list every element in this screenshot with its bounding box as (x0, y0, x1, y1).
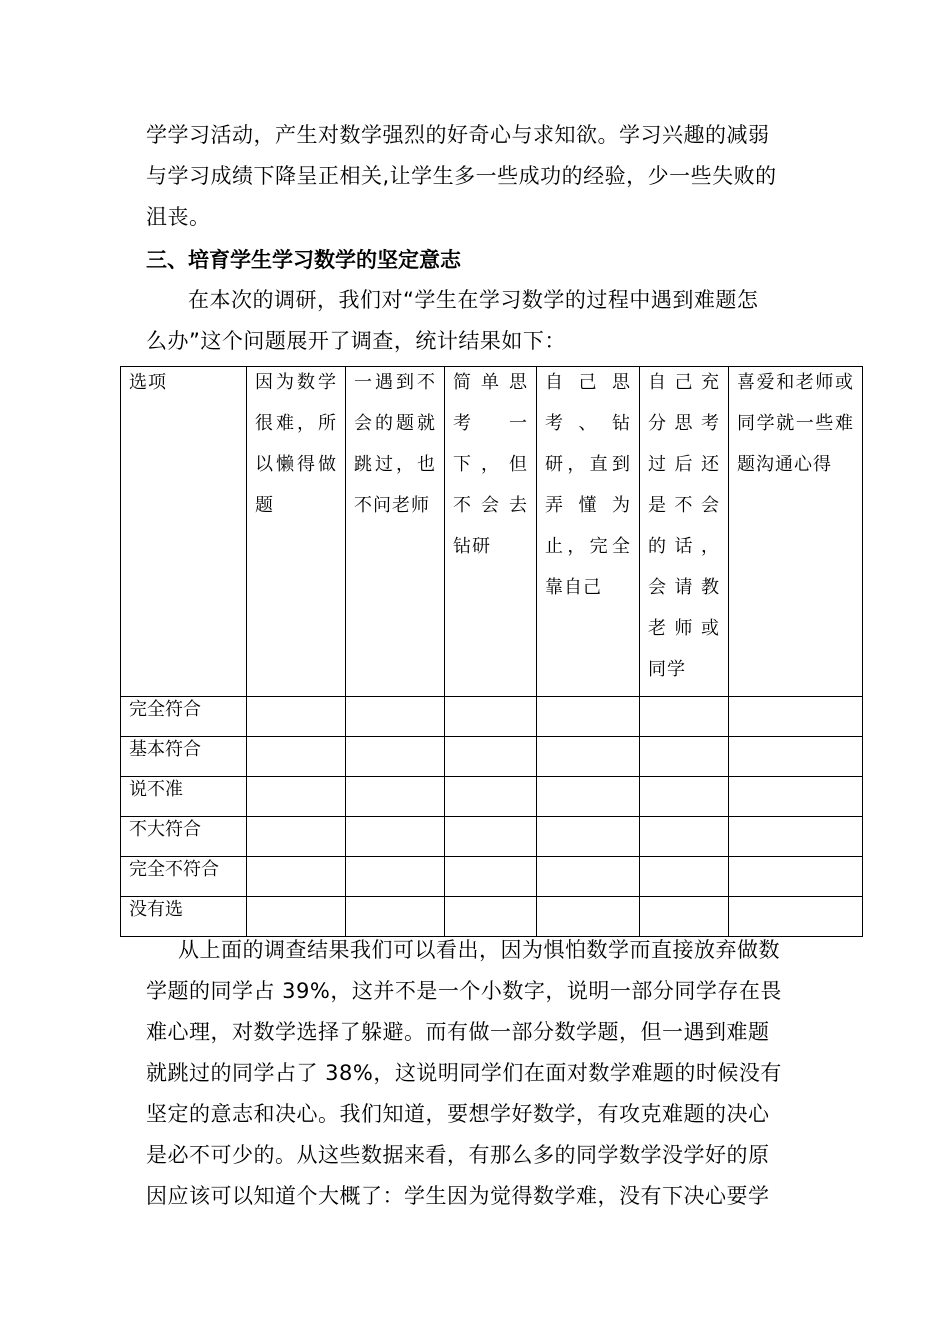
table-header-row (121, 367, 863, 697)
table-row (121, 817, 863, 857)
header-cell (729, 367, 863, 697)
text-line: 么办”这个问题展开了调查，统计结果如下： (146, 329, 566, 353)
section-heading: 三、培育学生学习数学的坚定意志 (146, 248, 461, 272)
table-cell (537, 777, 640, 817)
header-text: 因为数学很难，所以懒得做题 (255, 372, 337, 516)
table-row (121, 697, 863, 737)
header-text: 一遇到不会的题就跳过，也不问老师 (354, 372, 436, 516)
table-cell (445, 777, 537, 817)
header-text: 喜爱和老师或同学就一些难题沟通心得 (737, 372, 854, 475)
text-line: 沮丧。 (146, 205, 211, 229)
row-label-cell (121, 737, 247, 777)
table-cell (537, 697, 640, 737)
table-cell (247, 697, 346, 737)
text-line: 坚定的意志和决心。我们知道，要想学好数学，有攻克难题的决心 (146, 1102, 770, 1126)
table-cell (640, 697, 729, 737)
table-cell (247, 857, 346, 897)
header-cell (537, 367, 640, 697)
row-label: 完全不符合 (129, 859, 219, 880)
table-cell (640, 857, 729, 897)
survey-table (120, 366, 863, 937)
header-text: 选项 (129, 372, 167, 393)
table-cell (346, 857, 445, 897)
table-cell (346, 777, 445, 817)
text-line: 学学习活动，产生对数学强烈的好奇心与求知欲。学习兴趣的减弱 (146, 123, 770, 147)
intro-paragraph (146, 115, 806, 238)
row-label-cell (121, 857, 247, 897)
table-cell (640, 777, 729, 817)
table-row (121, 737, 863, 777)
header-cell (121, 367, 247, 697)
header-text: 简单思考一下，但不会去钻研 (453, 372, 528, 557)
header-cell (247, 367, 346, 697)
header-cell (640, 367, 729, 697)
table-cell (346, 817, 445, 857)
header-text: 自己思考、钻研，直到弄懂为止，完全靠自己 (545, 372, 631, 598)
table-cell (445, 697, 537, 737)
header-cell (346, 367, 445, 697)
row-label: 没有选 (129, 899, 183, 920)
table-cell (729, 777, 863, 817)
row-label-cell (121, 697, 247, 737)
table-cell (729, 857, 863, 897)
text-line: 因应该可以知道个大概了：学生因为觉得数学难，没有下决心要学 (146, 1184, 770, 1208)
text-line: 是必不可少的。从这些数据来看，有那么多的同学数学没学好的原 (146, 1143, 770, 1167)
row-label-cell (121, 817, 247, 857)
table-cell (445, 857, 537, 897)
text-line: 从上面的调查结果我们可以看出，因为惧怕数学而直接放弃做数 (178, 938, 780, 962)
conclusion-paragraph (146, 930, 806, 1217)
table-cell (346, 697, 445, 737)
text-line: 难心理，对数学选择了躲避。而有做一部分数学题，但一遇到难题 (146, 1020, 770, 1044)
table-cell (445, 737, 537, 777)
table-cell (729, 697, 863, 737)
table-cell (729, 817, 863, 857)
table-cell (247, 737, 346, 777)
table-cell (537, 857, 640, 897)
text-line: 与学习成绩下降呈正相关,让学生多一些成功的经验，少一些失败的 (146, 164, 777, 188)
text-line: 学题的同学占 39%，这并不是一个小数字，说明一部分同学存在畏 (146, 979, 782, 1003)
table-cell (640, 817, 729, 857)
table-cell (346, 737, 445, 777)
table-cell (640, 737, 729, 777)
row-label: 说不准 (129, 779, 183, 800)
table-cell (247, 777, 346, 817)
row-label: 完全符合 (129, 699, 201, 720)
text-line: 就跳过的同学占了 38%，这说明同学们在面对数学难题的时候没有 (146, 1061, 782, 1085)
table-cell (537, 737, 640, 777)
table-cell (537, 817, 640, 857)
header-cell (445, 367, 537, 697)
row-label: 不大符合 (129, 819, 201, 840)
lead-paragraph (146, 280, 806, 362)
table-cell (445, 817, 537, 857)
table-cell (729, 737, 863, 777)
table-row (121, 777, 863, 817)
table-row (121, 857, 863, 897)
table-cell (247, 817, 346, 857)
row-label: 基本符合 (129, 739, 201, 760)
header-text: 自己充分思考过后还是不会的话，会请教老师或同学 (648, 372, 720, 680)
row-label-cell (121, 777, 247, 817)
text-line: 在本次的调研，我们对“学生在学习数学的过程中遇到难题怎 (188, 288, 759, 312)
